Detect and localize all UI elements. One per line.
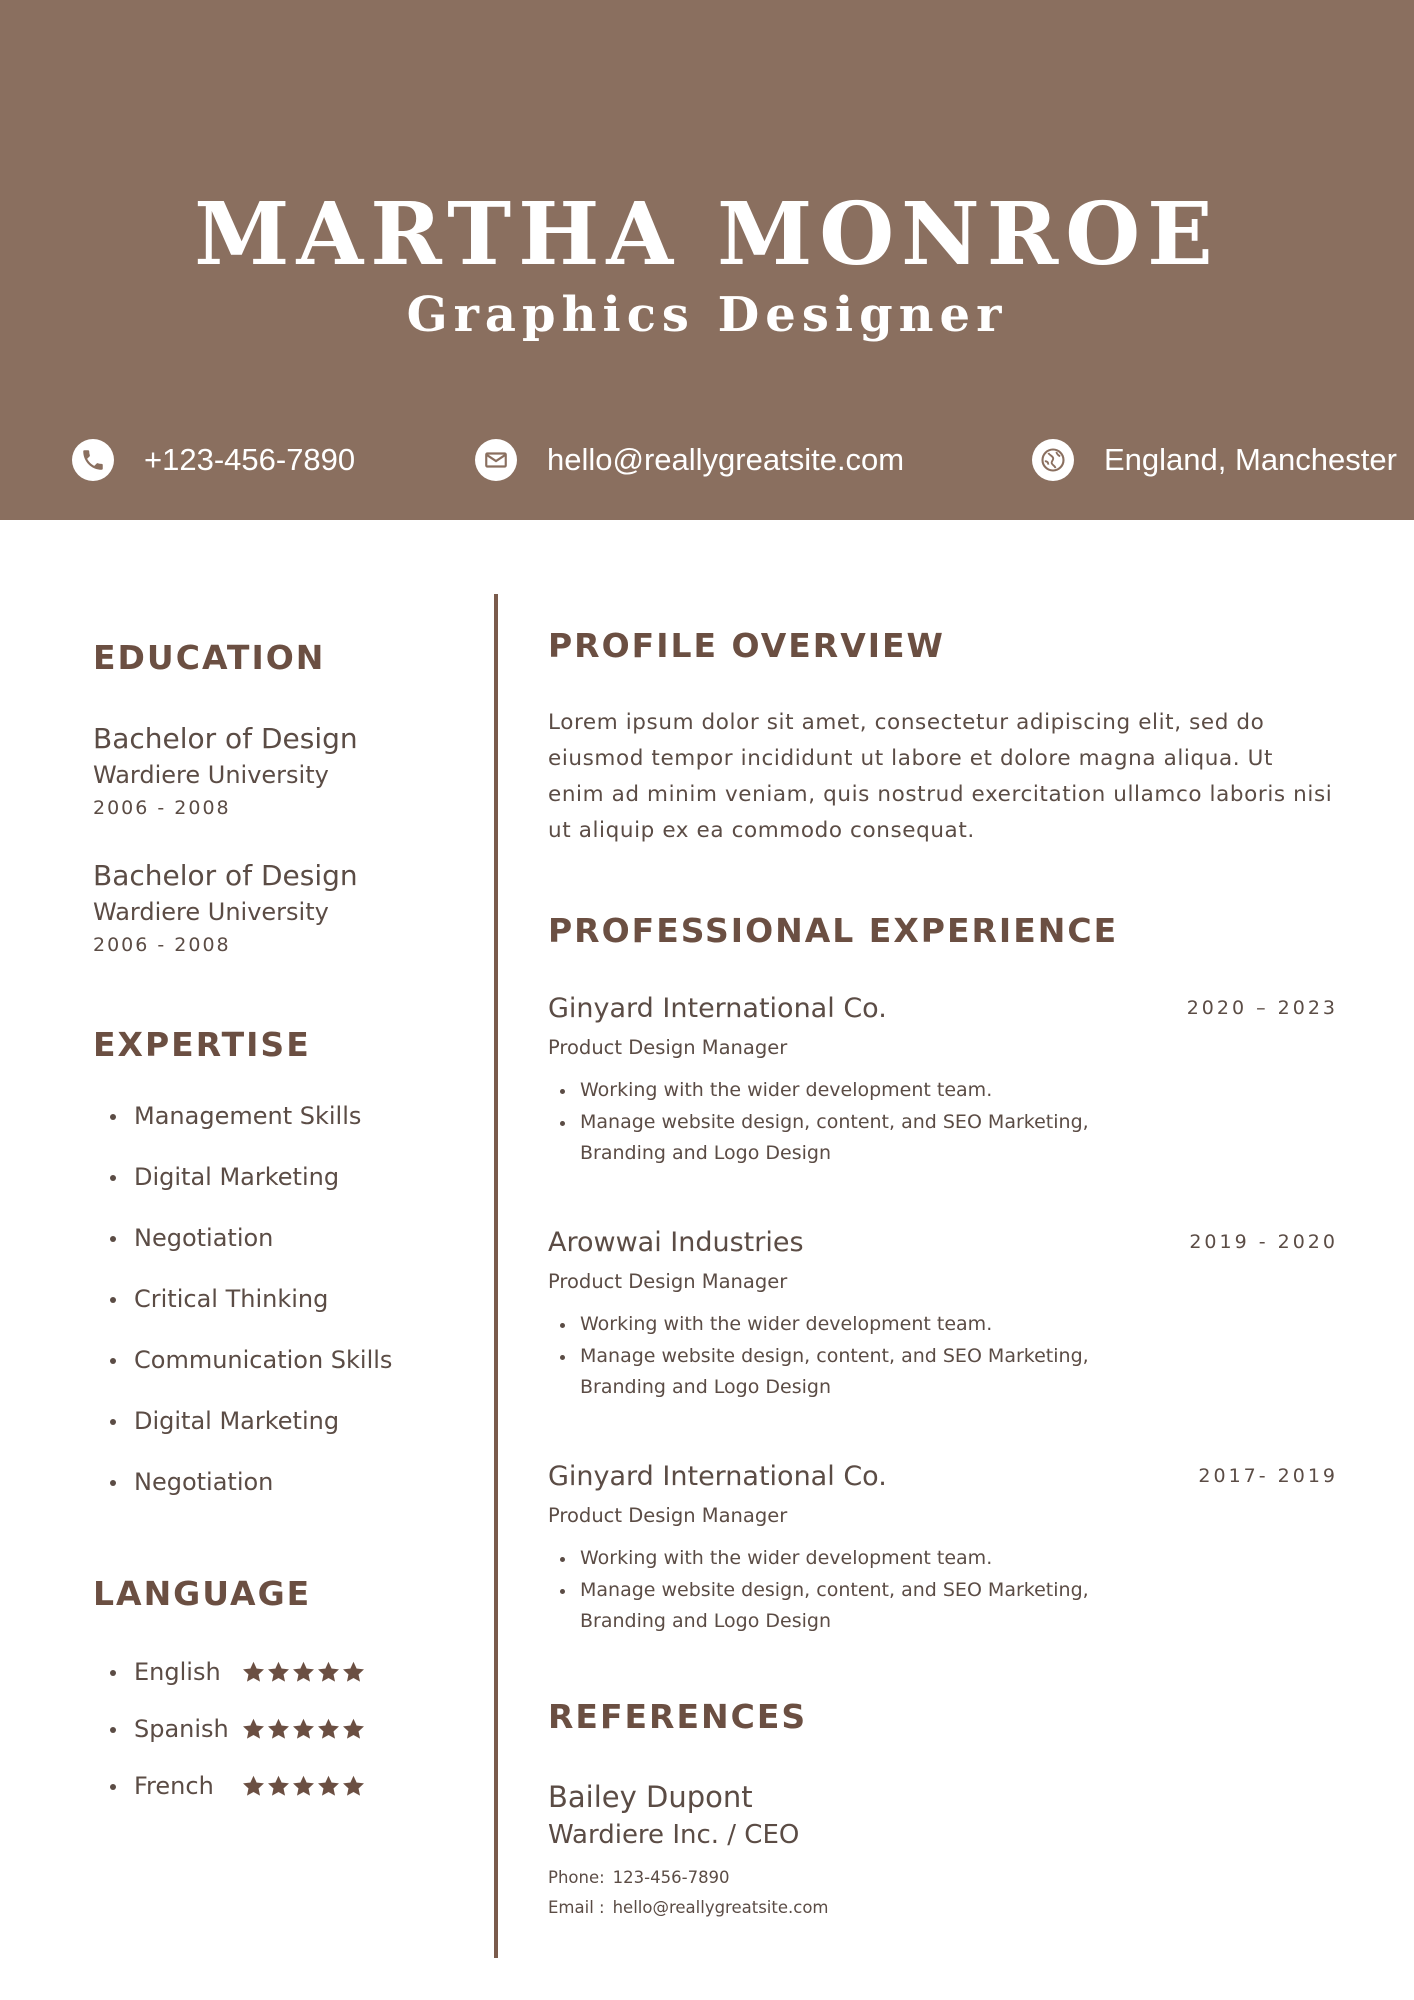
profile-paragraph [548, 705, 1348, 849]
job-bullets [560, 1075, 1089, 1170]
reference-phone-label: Phone: [548, 1868, 605, 1887]
job-bullets [560, 1309, 1089, 1404]
header-banner [0, 0, 1414, 520]
star-icon [292, 1661, 315, 1684]
list-item: Negotiation [108, 1452, 392, 1513]
education-degree: Bachelor of Design [93, 859, 358, 892]
job-bullets [560, 1543, 1089, 1638]
education-school: Wardiere University [93, 898, 329, 926]
star-icon [242, 1775, 265, 1798]
star-icon [342, 1718, 365, 1741]
star-icon [317, 1718, 340, 1741]
list-item: Critical Thinking [108, 1269, 392, 1330]
profile-line: eiusmod tempor incididunt ut labore et dolore magna aliqua. Ut [548, 746, 1273, 771]
job-bullet-continuation: Branding and Logo Design [580, 1376, 831, 1398]
phone-icon [72, 439, 114, 481]
contact-phone [72, 437, 355, 483]
location-text: England, Manchester [1104, 442, 1397, 477]
star-icon [267, 1718, 290, 1741]
language-item [108, 1758, 365, 1815]
language-list [108, 1644, 365, 1815]
star-icon [242, 1718, 265, 1741]
job-company: Ginyard International Co. [548, 993, 887, 1024]
reference-email-label: Email : [548, 1898, 605, 1917]
star-icon [342, 1775, 365, 1798]
email-address: hello@reallygreatsite.com [547, 442, 905, 477]
profile-line: ut aliquip ex ea commodo consequat. [548, 818, 975, 843]
star-icon [267, 1775, 290, 1798]
education-heading: EDUCATION [93, 638, 326, 677]
reference-organization: Wardiere Inc. / CEO [548, 1820, 800, 1850]
expertise-list [108, 1086, 392, 1513]
star-icon [317, 1661, 340, 1684]
star-icon [317, 1775, 340, 1798]
job-company: Ginyard International Co. [548, 1461, 887, 1492]
contact-email [475, 437, 904, 483]
star-icon [292, 1718, 315, 1741]
star-icon [342, 1661, 365, 1684]
job-company: Arowwai Industries [548, 1227, 804, 1258]
job-bullet: Working with the wider development team. [560, 1543, 1089, 1575]
reference-email-value: hello@reallygreatsite.com [612, 1898, 829, 1917]
job-role: Graphics Designer [406, 287, 1008, 343]
star-rating [242, 1661, 365, 1684]
list-item: Management Skills [108, 1086, 392, 1147]
job-years: 2020 – 2023 [1186, 997, 1338, 1019]
education-years: 2006 - 2008 [93, 797, 231, 819]
job-years: 2017- 2019 [1198, 1465, 1338, 1487]
language-name: French [134, 1772, 214, 1800]
reference-phone [548, 1868, 730, 1887]
contact-location [1032, 437, 1397, 483]
references-heading: REFERENCES [548, 1697, 808, 1736]
star-icon [242, 1661, 265, 1684]
job-title: Product Design Manager [548, 1036, 788, 1059]
profile-line: Lorem ipsum dolor sit amet, consectetur adipiscing elit, sed do [548, 710, 1265, 735]
profile-heading: PROFILE OVERVIEW [548, 626, 945, 665]
envelope-icon [475, 439, 517, 481]
language-item [108, 1701, 365, 1758]
column-divider [494, 594, 498, 1958]
list-item: Communication Skills [108, 1330, 392, 1391]
job-title: Product Design Manager [548, 1270, 788, 1293]
job-bullet: Working with the wider development team. [560, 1075, 1089, 1107]
star-rating [242, 1718, 365, 1741]
education-years: 2006 - 2008 [93, 934, 231, 956]
job-bullet: Manage website design, content, and SEO Marketing, [560, 1575, 1089, 1607]
list-item: Digital Marketing [108, 1147, 392, 1208]
experience-heading: PROFESSIONAL EXPERIENCE [548, 911, 1119, 950]
star-rating [242, 1775, 365, 1798]
reference-phone-value: 123-456-7890 [612, 1868, 730, 1887]
expertise-heading: EXPERTISE [93, 1025, 311, 1064]
reference-name: Bailey Dupont [548, 1780, 753, 1814]
list-item: Negotiation [108, 1208, 392, 1269]
star-icon [267, 1661, 290, 1684]
job-years: 2019 - 2020 [1189, 1231, 1338, 1253]
star-icon [292, 1775, 315, 1798]
person-name: MARTHA MONROE [194, 184, 1220, 285]
profile-line: enim ad minim veniam, quis nostrud exercitation ullamco laboris nisi [548, 782, 1333, 807]
job-bullet: Working with the wider development team. [560, 1309, 1089, 1341]
language-name: Spanish [134, 1715, 229, 1743]
reference-email [548, 1898, 829, 1917]
education-degree: Bachelor of Design [93, 722, 358, 755]
list-item: Digital Marketing [108, 1391, 392, 1452]
globe-icon [1032, 439, 1074, 481]
job-bullet: Manage website design, content, and SEO Marketing, [560, 1107, 1089, 1139]
job-bullet-continuation: Branding and Logo Design [580, 1610, 831, 1632]
job-title: Product Design Manager [548, 1504, 788, 1527]
education-school: Wardiere University [93, 761, 329, 789]
language-item [108, 1644, 365, 1701]
language-name: English [134, 1658, 221, 1686]
job-bullet: Manage website design, content, and SEO Marketing, [560, 1341, 1089, 1373]
job-bullet-continuation: Branding and Logo Design [580, 1142, 831, 1164]
phone-number: +123-456-7890 [144, 442, 356, 477]
language-heading: LANGUAGE [93, 1574, 312, 1613]
